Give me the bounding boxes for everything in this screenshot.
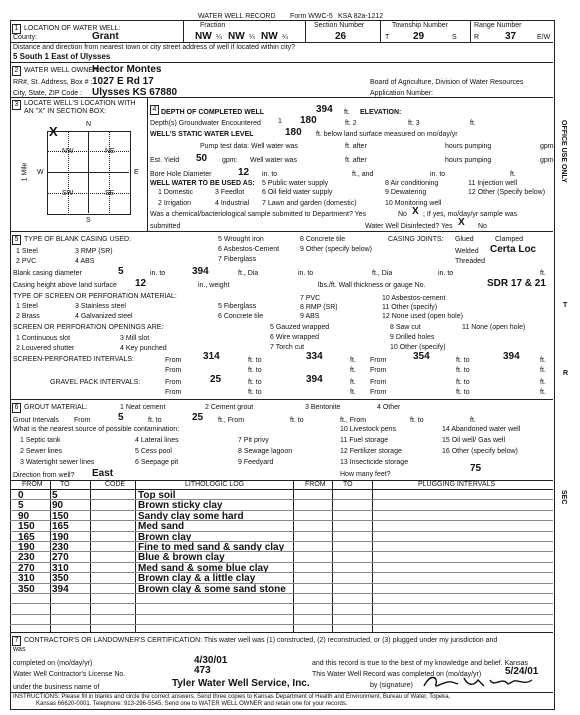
static-value: 180	[285, 127, 302, 138]
gravel-label: GRAVEL PACK INTERVALS:	[50, 379, 141, 386]
groundwater-1: 180	[300, 115, 317, 126]
groundwater-label: Depth(s) Groundwater Encountered	[150, 120, 261, 127]
log-header-code: CODE	[105, 481, 126, 488]
height-value: 12	[135, 278, 147, 289]
screen-pvc: 7 PVC	[300, 295, 321, 302]
log-from: 190	[18, 542, 35, 553]
gravel-from-4: From	[370, 389, 387, 396]
use-other: 12 Other (Specify below)	[468, 189, 546, 196]
joints-label: CASING JOINTS:	[388, 236, 444, 243]
gravel-from-2: From	[370, 379, 387, 386]
feet-value: 75	[470, 463, 482, 474]
joints-glued: Glued	[455, 236, 474, 243]
casing-fiberglass: 7 Fiberglass	[218, 256, 257, 263]
log-desc: Brown clay & a little clay	[138, 573, 256, 585]
ft-after-2: ft. after	[345, 157, 367, 164]
contam-feedyard: 9 Feedyard	[238, 459, 274, 466]
diameter-ft-end: ft.	[540, 270, 546, 277]
contam-seepage: 6 Seepage pit	[135, 459, 179, 466]
completed-label: completed on (mo/day/yr)	[13, 660, 93, 667]
sidebar-sec: SEC	[560, 490, 567, 505]
opening-other: 10 Other (specify)	[390, 344, 446, 351]
gw-3-label: ft. 3	[408, 120, 420, 127]
grout-other: 4 Other	[377, 404, 401, 411]
depth-ft: ft.	[344, 109, 350, 116]
screen-fiberglass: 5 Fiberglass	[218, 303, 257, 310]
quarter-symbol-1: ¼	[216, 34, 222, 41]
signature-image	[420, 672, 540, 692]
board-text: Board of Agriculture, Division of Water Resources	[370, 79, 524, 86]
use-lawn: 7 Lawn and garden (domestic)	[262, 200, 357, 207]
business-value: Tyler Water Well Service, Inc.	[172, 678, 310, 689]
sample-question: Was a chemical/bacteriological sample submitted to Department? Yes	[150, 211, 367, 218]
log-desc: Med sand	[138, 521, 185, 533]
diameter-to-value: 394	[192, 266, 209, 277]
log-from: 165	[18, 531, 35, 543]
contam-label: What is the nearest source of possible contamination:	[13, 426, 180, 433]
grout-intervals-label: Grout Intervals	[13, 417, 59, 424]
perf-1-from: 314	[203, 351, 220, 362]
city-label: City, State, ZIP Code :	[13, 90, 82, 97]
grout-to-value: 25	[192, 412, 204, 423]
opening-wire: 6 Wire wrapped	[270, 334, 320, 341]
diameter-in-to: in. to	[150, 270, 166, 277]
perf-from-4: From	[370, 367, 387, 374]
screen-label: TYPE OF SCREEN OR PERFORATION MATERIAL:	[13, 293, 177, 300]
joints-welded: Welded	[455, 248, 479, 255]
range-label: Range Number	[474, 22, 522, 29]
gw-1-num: 1	[278, 118, 282, 125]
log-desc: Sandy clay some hard	[138, 510, 244, 522]
opening-drilled: 9 Drilled holes	[390, 334, 435, 341]
contam-fertilizer: 12 Fertilizer storage	[340, 448, 402, 455]
opening-mill: 3 Mill slot	[120, 335, 150, 342]
sidebar-r: R	[563, 370, 569, 377]
compass-s: S	[86, 217, 91, 224]
static-label: WELL'S STATIC WATER LEVEL	[150, 131, 254, 138]
openings-label: SCREEN OR PERFORATION OPENINGS ARE:	[13, 324, 164, 331]
screen-brass: 2 Brass	[16, 313, 40, 320]
gauge-value: SDR 17 & 21	[487, 278, 546, 289]
contam-septic: 1 Septic tank	[20, 437, 61, 444]
perf-ft-4: ft.	[540, 367, 546, 374]
log-header-to: TO	[60, 481, 70, 488]
perf-2-from: 354	[413, 351, 430, 362]
screen-rmp: 8 RMP (SR)	[300, 304, 338, 311]
signature-label: by (signature)	[370, 682, 413, 689]
log-to: 5	[52, 490, 58, 501]
diameter-in-to-2: in. to	[298, 270, 314, 277]
county-value: Grant	[92, 31, 119, 42]
gravel-ft-2: ft.	[540, 379, 546, 386]
location-label: LOCATION OF WATER WELL:	[24, 25, 121, 32]
pump-test-label: Pump test data: Well water was	[200, 143, 298, 150]
sample-no: No	[398, 211, 407, 218]
screen-none: 12 None used (open hole)	[382, 313, 463, 320]
disinfected-x-mark: X	[458, 217, 465, 228]
record-text: This Water Well Record was completed on (mo/day/yr)	[312, 671, 482, 678]
ft-after-1: ft. after	[345, 143, 367, 150]
grout-ft-from-2: ft., From	[340, 417, 367, 424]
log-to: 310	[52, 562, 69, 574]
log-header-from: FROM	[22, 481, 43, 488]
use-label: WELL WATER TO BE USED AS:	[150, 180, 255, 187]
s-label: S	[452, 34, 457, 41]
log-from: 90	[18, 510, 30, 522]
contam-fuel: 11 Fuel storage	[340, 437, 389, 444]
bore-value: 12	[238, 167, 250, 178]
gpm-2: gpm	[540, 157, 554, 164]
casing-rmp: 3 RMP (SR)	[75, 248, 113, 255]
owner-name: Hector Montes	[92, 64, 162, 75]
joints-welded-value: Certa Loc	[490, 244, 537, 255]
perf-label: SCREEN-PERFORATED INTERVALS:	[13, 356, 134, 363]
screen-stainless: 3 Stainless steel	[75, 303, 126, 310]
perf-from-3: From	[165, 367, 182, 374]
quarter-symbol-2: ¼	[249, 34, 255, 41]
grout-ft-to-2: ft. to	[290, 417, 304, 424]
bore-label: Bore Hole Diameter	[150, 171, 212, 178]
casing-pvc: 2 PVC	[16, 258, 37, 265]
log-desc: Brown sticky clay	[138, 500, 223, 512]
log-desc: Blue & brown clay	[138, 552, 225, 564]
log-from: 270	[18, 562, 35, 574]
yield-label: Est. Yield	[150, 157, 180, 164]
section-value: 26	[335, 31, 347, 42]
elevation-label: ELEVATION:	[360, 109, 402, 116]
log-to: 90	[52, 500, 64, 512]
sidebar-t: T	[563, 302, 568, 309]
form-code: Form WWC-5	[290, 13, 333, 20]
log-to: 190	[52, 531, 69, 543]
screen-steel: 1 Steel	[16, 303, 38, 310]
log-to: 150	[52, 510, 69, 522]
gravel-ft-to-2: ft. to	[456, 379, 470, 386]
bore-ft-and: ft., and	[352, 171, 374, 178]
address-label: RR#, St. Address, Box # :	[13, 79, 93, 86]
gravel-ft-4: ft.	[540, 389, 546, 396]
gravel-ft-3: ft.	[350, 389, 356, 396]
contam-abandoned: 14 Abandoned water well	[442, 426, 521, 433]
hours-pumping-2: hours pumping	[445, 157, 492, 164]
log-to: 270	[52, 552, 69, 564]
opening-louvered: 2 Louvered shutter	[16, 345, 75, 352]
application-label: Application Number:	[370, 90, 434, 97]
diameter-ft-dia: ft., Dia	[238, 270, 259, 277]
distance-value: 5 South 1 East of Ulysses	[13, 52, 111, 61]
fraction-2: NW	[228, 31, 245, 42]
footer-instructions-1: INSTRUCTIONS: Please fill in blanks and circle the correct answers. Send three copies to Kansas Department of Health and Environment, Bureau of Water, Topeka,	[13, 694, 451, 700]
section-1-number: 1	[12, 24, 21, 34]
log-desc: Med sand & some blue clay	[138, 562, 269, 574]
grout-ft-to: ft. to	[148, 417, 162, 424]
grout-from-label: From	[74, 417, 91, 424]
log-desc: Fine to med sand & sandy clay	[138, 542, 285, 553]
use-domestic: 1 Domestic	[158, 189, 194, 196]
use-oilfield: 6 Oil field water supply	[262, 189, 333, 196]
cert-was: was	[13, 646, 26, 653]
contam-lateral: 4 Lateral lines	[135, 437, 179, 444]
log-desc: Top soil	[138, 490, 176, 501]
gravel-to: 394	[306, 374, 323, 385]
diameter-label: Blank casing diameter	[13, 270, 82, 277]
grout-label: GROUT MATERIAL:	[24, 404, 88, 411]
sample-after: ; If yes, mo/day/yr sample was	[423, 211, 518, 218]
perf-ft-1: ft.	[350, 357, 356, 364]
contam-lagoon: 8 Sewage lagoon	[238, 448, 293, 455]
perf-from-1: From	[165, 357, 182, 364]
quadrant-ne: NE	[105, 148, 115, 155]
casing-concrete: 8 Concrete tile	[300, 236, 346, 243]
bore-in-to-2: in. to	[430, 171, 446, 178]
casing-asbestos: 6 Asbestos-Cement	[218, 246, 280, 253]
screen-asbestos: 10 Asbestos-cement	[382, 295, 446, 302]
log-from: 350	[18, 583, 35, 595]
opening-continuous: 1 Continuous slot	[16, 335, 71, 342]
contam-livestock: 10 Livestock pens	[340, 426, 397, 433]
ew-label: E/W	[537, 34, 551, 41]
grout-ft-end: ft.	[470, 417, 476, 424]
log-from: 5	[18, 500, 24, 512]
quadrant-nw: NW	[62, 148, 74, 155]
screen-galvanized: 4 Galvanized steel	[75, 313, 133, 320]
log-to: 394	[52, 583, 69, 595]
screen-concrete: 6 Concrete tile	[218, 313, 264, 320]
compass-n: N	[86, 121, 92, 128]
mile-label: 1 Mile	[21, 162, 29, 182]
section-number-label: Section Number	[314, 22, 365, 29]
opening-key: 4 Key punched	[120, 345, 167, 352]
joints-threaded: Threaded	[455, 258, 485, 265]
section-4-number: 4	[150, 105, 159, 115]
cert-label: CONTRACTOR'S OR LANDOWNER'S CERTIFICATION: This water well was (1) constructed, (2) reconstructed, or (3) plugged under my jurisdiction and	[24, 637, 498, 644]
true-text: and this record is true to the best of my knowledge and belief. Kansas	[312, 660, 528, 667]
gravel-ft-to-3: ft. to	[248, 389, 262, 396]
perf-ft-to-2: ft. to	[456, 357, 470, 364]
perf-ft-3: ft.	[350, 367, 356, 374]
log-to: 230	[52, 542, 69, 553]
sample-x-mark: X	[412, 206, 419, 217]
use-irrigation: 2 Irrigation	[158, 200, 192, 207]
compass-e: E	[134, 169, 139, 176]
static-after: ft. below land surface measured on mo/day/yr	[316, 131, 458, 138]
perf-2-to: 394	[503, 351, 520, 362]
screen-abs: 9 ABS	[300, 313, 320, 320]
office-use-only: OFFICE USE ONLY	[560, 120, 567, 183]
use-injection: 11 Injection well	[468, 180, 518, 187]
diameter-ft-dia-2: ft., Dia	[372, 270, 393, 277]
well-water-was: Well water was	[250, 157, 297, 164]
grout-bentonite: 3 Bentonite	[305, 404, 341, 411]
t-label: T	[385, 34, 390, 41]
completed-value: 4/30/01	[194, 655, 228, 666]
log-from: 230	[18, 552, 35, 564]
contam-other: 16 Other (specify below)	[442, 448, 518, 455]
section-7-number: 7	[12, 636, 21, 646]
use-public: 5 Public water supply	[262, 180, 329, 187]
use-monitoring: 10 Monitoring well	[385, 200, 442, 207]
business-label: under the business name of	[13, 684, 100, 691]
use-industrial: 4 Industrial	[215, 200, 250, 207]
direction-value: East	[92, 468, 114, 479]
gravel-from: 25	[210, 374, 222, 385]
opening-saw: 8 Saw cut	[390, 324, 421, 331]
perf-ft-to-1: ft. to	[248, 357, 262, 364]
log-to: 165	[52, 521, 69, 533]
log-header-lithologic: LITHOLOGIC LOG	[185, 481, 245, 488]
casing-wrought: 5 Wrought iron	[218, 236, 264, 243]
locate-label-1: LOCATE WELL'S LOCATION WITH	[24, 100, 136, 107]
contam-cesspool: 5 Cess pool	[135, 448, 172, 455]
disinfected-no: No	[478, 223, 487, 230]
grout-neat: 1 Neat cement	[120, 404, 166, 411]
log-to: 350	[52, 573, 69, 585]
gravel-from-3: From	[165, 389, 182, 396]
section-box	[47, 131, 131, 215]
perf-ft-2: ft.	[540, 357, 546, 364]
depth-label: DEPTH OF COMPLETED WELL	[161, 109, 265, 116]
opening-gauzed: 5 Gauzed wrapped	[270, 324, 330, 331]
log-from: 310	[18, 573, 35, 585]
gravel-ft-to-1: ft. to	[248, 379, 262, 386]
record-date: 5/24/01	[505, 666, 539, 677]
casing-abs: 4 ABS	[75, 258, 95, 265]
perf-ft-to-3: ft. to	[248, 367, 262, 374]
casing-other: 9 Other (specify below)	[300, 246, 372, 253]
section-6-number: 6	[12, 403, 21, 413]
hours-pumping-1: hours pumping	[445, 143, 492, 150]
direction-label: Direction from well?	[13, 472, 75, 479]
section-3-number: 3	[12, 100, 21, 110]
quadrant-se: SE	[105, 190, 115, 197]
well-x-mark: X	[49, 124, 58, 139]
license-label: Water Well Contractor's License No.	[13, 671, 126, 678]
casing-steel: 1 Steel	[16, 248, 38, 255]
gravel-ft-to-4: ft. to	[456, 389, 470, 396]
owner-label: WATER WELL OWNER:	[24, 67, 100, 74]
contam-insecticide: 13 Insecticide storage	[340, 459, 409, 466]
casing-label: TYPE OF BLANK CASING USED:	[24, 236, 131, 243]
gravel-from-1: From	[165, 379, 182, 386]
gpm-1: gpm	[540, 143, 554, 150]
bore-in-to: in. to	[262, 171, 278, 178]
yield-gpm: gpm:	[222, 157, 238, 164]
owner-city: Ulysses KS 67880	[92, 87, 178, 98]
township-label: Township Number	[392, 22, 449, 29]
contam-sewer: 2 Sewer lines	[20, 448, 63, 455]
use-air: 8 Air conditioning	[385, 180, 439, 187]
perf-from-2: From	[370, 357, 387, 364]
plug-header-to: TO	[343, 481, 353, 488]
submitted-label: submitted	[150, 223, 181, 230]
grout-ft-from: ft., From	[218, 417, 245, 424]
owner-address: 1027 E Rd 17	[92, 76, 154, 87]
fraction-3: NW	[261, 31, 278, 42]
perf-ft-to-4: ft. to	[456, 367, 470, 374]
diameter-in-to-3: in. to	[438, 270, 454, 277]
lbs-ft-label: lbs./ft. Wall thickness or gauge No.	[318, 282, 426, 289]
screen-other: 11 Other (specify)	[382, 304, 438, 311]
opening-torch: 7 Torch cut	[270, 344, 305, 351]
log-from: 0	[18, 490, 24, 501]
opening-none: 11 None (open hole)	[462, 324, 526, 331]
license-value: 473	[194, 665, 211, 676]
fraction-1: NW	[195, 31, 212, 42]
record-title: WATER WELL RECORD	[198, 13, 276, 20]
plug-header-from: FROM	[305, 481, 326, 488]
compass-w: W	[37, 169, 44, 176]
depth-value: 394	[316, 104, 333, 115]
bore-ft-end: ft.	[510, 171, 516, 178]
township-value: 29	[413, 31, 425, 42]
statute: KSA 82a-1212	[338, 13, 384, 20]
footer-instructions-2: Kansas 66620-0001. Telephone: 913-296-5545. Send one to WATER WELL OWNER and retain one for your records.	[36, 701, 348, 707]
gravel-ft-1: ft.	[350, 379, 356, 386]
section-5-number: 5	[12, 235, 21, 245]
log-from: 150	[18, 521, 35, 533]
joints-clamped: Clamped	[495, 236, 524, 243]
quarter-symbol-3: ¼	[282, 34, 288, 41]
grout-ft-to-3: ft. to	[410, 417, 424, 424]
gw-2-label: ft. 2	[345, 120, 357, 127]
grout-from-value: 5	[118, 412, 124, 423]
section-2-number: 2	[12, 66, 21, 76]
disinfected-label: Water Well Disinfected? Yes	[365, 223, 453, 230]
gw-end: ft.	[470, 120, 476, 127]
diameter-value: 5	[118, 266, 124, 277]
perf-1-to: 334	[306, 351, 323, 362]
range-value: 37	[505, 31, 517, 42]
yield-value: 50	[196, 153, 208, 164]
distance-label: Distance and direction from nearest town or city street address of well if located within city?	[13, 44, 296, 51]
locate-label-2: AN "X" IN SECTION BOX:	[24, 108, 106, 115]
contam-watertight: 3 Watertight sewer lines	[20, 459, 95, 466]
plug-header-intervals: PLUGGING INTERVALS	[418, 481, 496, 488]
grout-cement: 2 Cement grout	[205, 404, 254, 411]
log-desc: Brown clay & some sand stone	[138, 583, 286, 595]
county-label: County:	[13, 34, 38, 41]
use-dewatering: 9 Dewatering	[385, 189, 427, 196]
r-label: R	[474, 34, 480, 41]
contam-oilwell: 15 Oil well/ Gas well	[442, 437, 506, 444]
feet-label: How many feet?	[340, 471, 391, 478]
height-label: Casing height above land surface	[13, 282, 117, 289]
contam-privy: 7 Pit privy	[238, 437, 269, 444]
log-desc: Brown clay	[138, 531, 192, 543]
height-in-weight: in., weight	[198, 282, 230, 289]
use-feedlot: 3 Feedlot	[215, 189, 245, 196]
fraction-label: Fraction	[200, 22, 226, 29]
quadrant-sw: SW	[62, 190, 74, 197]
